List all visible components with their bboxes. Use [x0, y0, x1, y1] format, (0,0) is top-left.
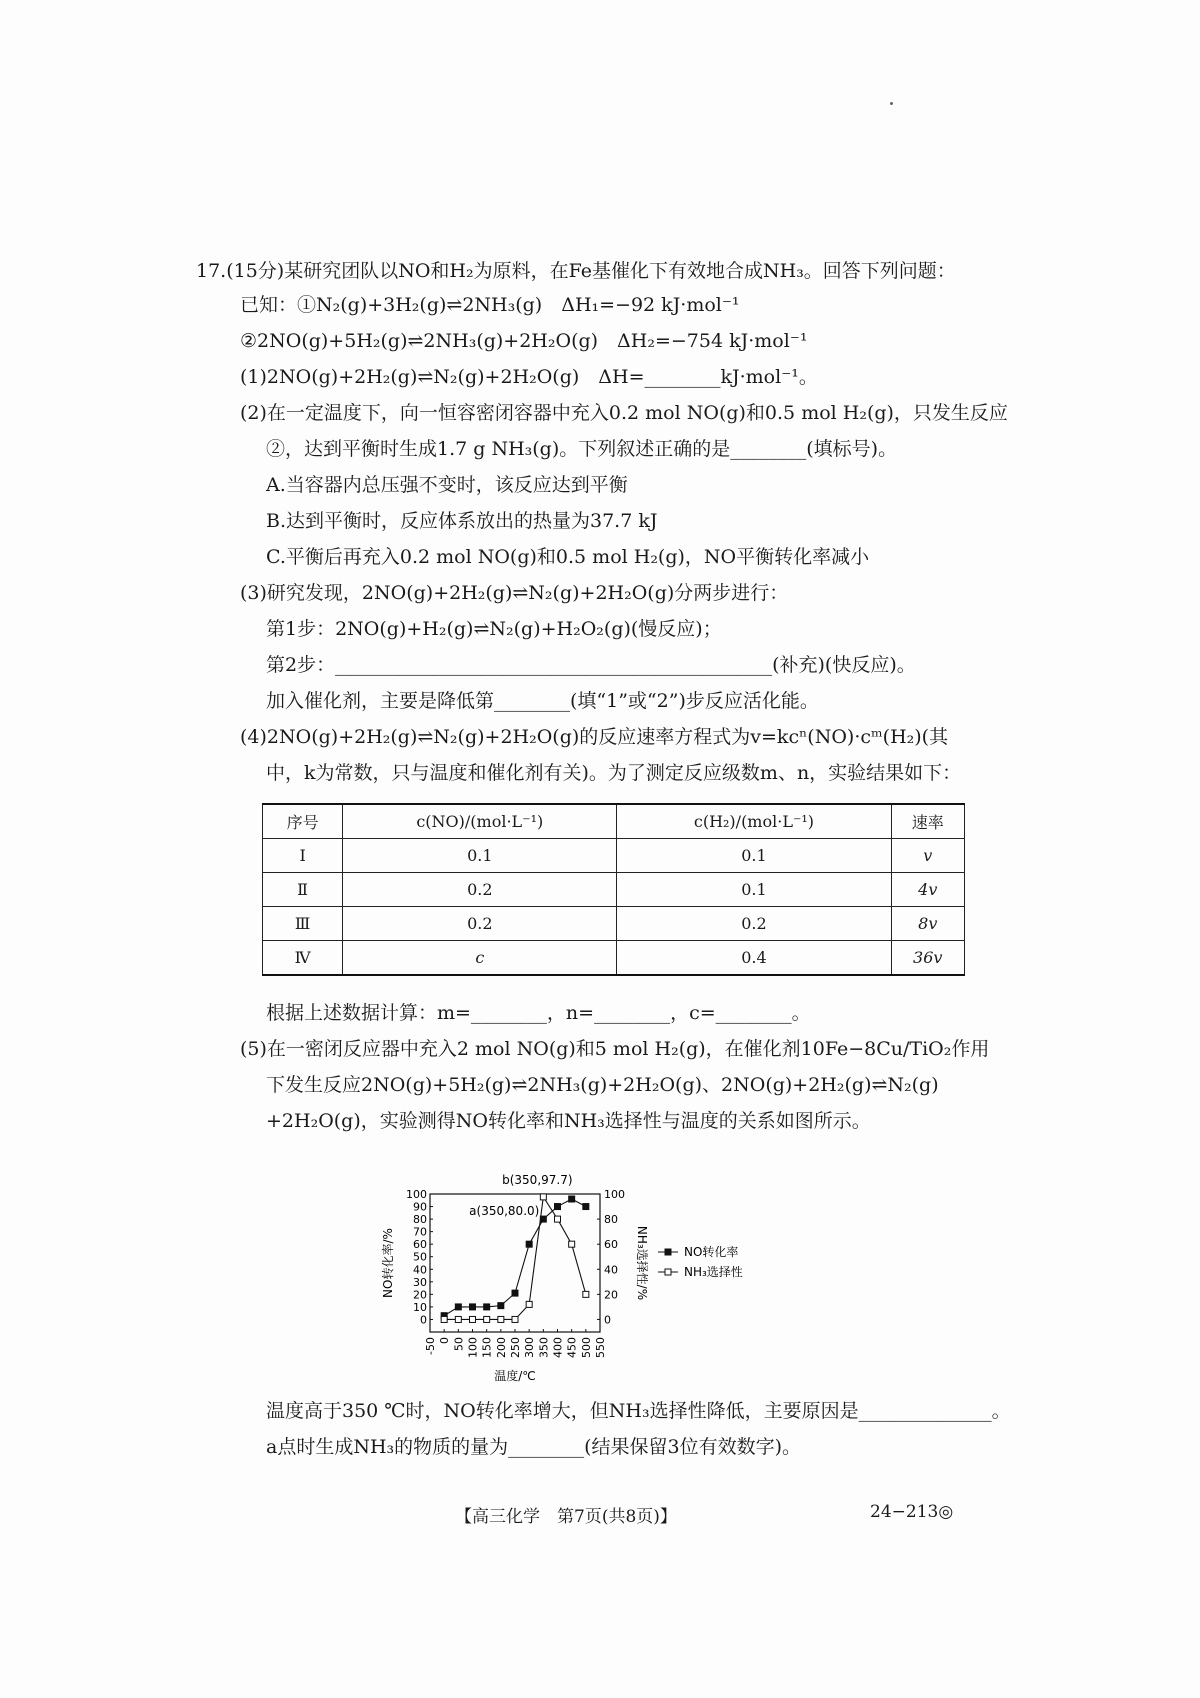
known-equation-1: 已知：①N₂(g)+3H₂(g)⇌2NH₃(g) ΔH₁=−92 kJ·mol⁻¹	[240, 294, 740, 316]
part-5-question-1: 温度高于350 ℃时，NO转化率增大，但NH₃选择性降低，主要原因是______________。	[266, 1400, 1011, 1422]
part-2-line-2: ②，达到平衡时生成1.7 g NH₃(g)。下列叙述正确的是________(填标号)。	[266, 438, 898, 460]
y-right-axis-label: NH₃选择性/%	[635, 1225, 649, 1301]
table-header: c(H₂)/(mol·L⁻¹)	[617, 804, 891, 839]
y-left-tick-label: 10	[413, 1300, 427, 1314]
x-tick-label: 500	[579, 1337, 593, 1358]
no-conversion-point	[583, 1204, 589, 1210]
x-tick-label: 300	[523, 1337, 537, 1358]
experiment-table	[262, 803, 965, 976]
part-5-line-2: 下发生反应2NO(g)+5H₂(g)⇌2NH₃(g)+2H₂O(g)、2NO(g)+2H₂(g)⇌N₂(g)	[266, 1074, 939, 1096]
part-5-question-2: a点时生成NH₃的物质的量为________(结果保留3位有效数字)。	[266, 1436, 802, 1458]
part-1: (1)2NO(g)+2H₂(g)⇌N₂(g)+2H₂O(g) ΔH=________kJ·mol⁻¹。	[240, 366, 818, 388]
no-conversion-point	[455, 1304, 461, 1310]
table-cell: 0.4	[617, 941, 891, 976]
no-conversion-point	[498, 1303, 504, 1309]
legend-marker	[665, 1269, 671, 1275]
scan-speck	[890, 102, 893, 105]
nh3-selectivity-point	[470, 1316, 476, 1322]
page-footer: 【高三化学 第7页(共8页)】	[455, 1507, 677, 1527]
part-3-step-2: 第2步：______________________________________________(补充)(快反应)。	[266, 654, 916, 676]
x-tick-label: 50	[452, 1337, 466, 1351]
table-header: 速率	[891, 804, 964, 839]
y-left-tick-label: 30	[413, 1275, 427, 1289]
y-right-tick-label: 40	[604, 1263, 618, 1277]
x-tick-label: 550	[594, 1337, 607, 1358]
table-cell: 0.2	[617, 907, 891, 941]
x-tick-label: -50	[424, 1337, 437, 1355]
y-left-axis-label: NO转化率/%	[381, 1228, 395, 1298]
table-cell: 4v	[891, 873, 964, 907]
x-tick-label: 100	[466, 1337, 480, 1358]
nh3-selectivity-point	[455, 1316, 461, 1322]
nh3-selectivity-point	[569, 1241, 575, 1247]
table-header: c(NO)/(mol·L⁻¹)	[343, 804, 617, 839]
part-3-line-1: (3)研究发现，2NO(g)+2H₂(g)⇌N₂(g)+2H₂O(g)分两步进行：	[240, 582, 789, 604]
y-right-tick-label: 0	[604, 1313, 611, 1327]
table-cell: v	[891, 839, 964, 873]
part-5-line-1: (5)在一密闭反应器中充入2 mol NO(g)和5 mol H₂(g)，在催化剂10Fe−8Cu/TiO₂作用	[240, 1038, 990, 1060]
y-left-tick-label: 70	[413, 1225, 427, 1239]
nh3-selectivity-point	[498, 1316, 504, 1322]
y-left-tick-label: 60	[413, 1238, 427, 1252]
y-left-tick-label: 0	[420, 1313, 427, 1327]
nh3-selectivity-point	[526, 1301, 532, 1307]
nh3-selectivity-point	[484, 1316, 490, 1322]
nh3-selectivity-point	[583, 1291, 589, 1297]
table-row	[263, 873, 965, 907]
legend-label: NO转化率	[684, 1245, 739, 1259]
nh3-selectivity-point	[512, 1316, 518, 1322]
no-conversion-point	[470, 1304, 476, 1310]
option-b: B.达到平衡时，反应体系放出的热量为37.7 kJ	[266, 510, 658, 532]
table-cell: 36v	[891, 941, 964, 976]
y-right-tick-label: 60	[604, 1238, 618, 1252]
y-left-tick-label: 90	[413, 1200, 427, 1214]
no-conversion-point	[484, 1304, 490, 1310]
table-cell: 0.2	[343, 873, 617, 907]
annotation-a: a(350,80.0)	[469, 1204, 540, 1219]
option-c: C.平衡后再充入0.2 mol NO(g)和0.5 mol H₂(g)，NO平衡转化率减小	[266, 546, 870, 568]
part-4-answer-line: 根据上述数据计算：m=________，n=________，c=________。	[266, 1002, 811, 1024]
table-cell: Ⅳ	[263, 941, 343, 976]
no-conversion-point	[569, 1196, 575, 1202]
table-cell: 8v	[891, 907, 964, 941]
table-cell: Ⅱ	[263, 873, 343, 907]
x-tick-label: 200	[494, 1337, 508, 1358]
x-tick-label: 0	[438, 1337, 452, 1344]
known-equation-2: ②2NO(g)+5H₂(g)⇌2NH₃(g)+2H₂O(g) ΔH₂=−754 kJ·mol⁻¹	[240, 330, 808, 352]
part-5-line-3: +2H₂O(g)，实验测得NO转化率和NH₃选择性与温度的关系如图所示。	[266, 1110, 871, 1132]
table-cell: Ⅰ	[263, 839, 343, 873]
table-row	[263, 839, 965, 873]
part-3-catalyst: 加入催化剂，主要是降低第________(填“1”或“2”)步反应活化能。	[266, 690, 819, 712]
table-row	[263, 941, 965, 976]
nh3-selectivity-point	[441, 1316, 447, 1322]
table-cell: 0.2	[343, 907, 617, 941]
y-left-tick-label: 40	[413, 1263, 427, 1277]
no-conversion-point	[555, 1204, 561, 1210]
no-conversion-point	[526, 1241, 532, 1247]
part-3-step-1: 第1步：2NO(g)+H₂(g)⇌N₂(g)+H₂O₂(g)(慢反应)；	[266, 618, 722, 640]
y-left-tick-label: 100	[406, 1188, 427, 1201]
y-left-tick-label: 20	[413, 1288, 427, 1302]
table-cell: 0.1	[617, 873, 891, 907]
no-conversion-nh3-selectivity-chart	[370, 1152, 830, 1387]
x-axis-label: 温度/℃	[494, 1369, 536, 1383]
table-row	[263, 907, 965, 941]
part-2-line-1: (2)在一定温度下，向一恒容密闭容器中充入0.2 mol NO(g)和0.5 mol H₂(g)，只发生反应	[240, 402, 1008, 424]
option-a: A.当容器内总压强不变时，该反应达到平衡	[266, 474, 628, 496]
y-right-tick-label: 20	[604, 1288, 618, 1302]
annotation-b: b(350,97.7)	[502, 1173, 573, 1187]
legend-marker	[665, 1249, 671, 1255]
table-cell: Ⅲ	[263, 907, 343, 941]
table-header: 序号	[263, 804, 343, 839]
nh3-selectivity-point	[555, 1216, 561, 1222]
question-header: 17.(15分)某研究团队以NO和H₂为原料，在Fe基催化下有效地合成NH₃。回答下列问题：	[196, 260, 956, 282]
x-tick-label: 450	[565, 1337, 579, 1358]
nh3-selectivity-point	[540, 1194, 546, 1200]
table-cell: c	[343, 941, 617, 976]
y-left-tick-label: 50	[413, 1250, 427, 1264]
part-4-line-1: (4)2NO(g)+2H₂(g)⇌N₂(g)+2H₂O(g)的反应速率方程式为v=kcⁿ(NO)·cᵐ(H₂)(其	[240, 726, 949, 748]
x-tick-label: 400	[551, 1337, 565, 1358]
legend-label: NH₃选择性	[684, 1265, 743, 1279]
x-tick-label: 150	[480, 1337, 494, 1358]
table-cell: 0.1	[617, 839, 891, 873]
no-conversion-point	[512, 1290, 518, 1296]
y-right-tick-label: 80	[604, 1213, 618, 1227]
exam-code: 24−213◎	[870, 1502, 954, 1522]
x-tick-label: 350	[537, 1337, 551, 1358]
x-tick-label: 250	[509, 1337, 522, 1358]
y-left-tick-label: 80	[413, 1213, 427, 1227]
y-right-tick-label: 100	[604, 1188, 625, 1201]
table-header-row	[263, 804, 965, 839]
part-4-line-2: 中，k为常数，只与温度和催化剂有关)。为了测定反应级数m、n，实验结果如下：	[266, 762, 962, 784]
table-cell: 0.1	[343, 839, 617, 873]
